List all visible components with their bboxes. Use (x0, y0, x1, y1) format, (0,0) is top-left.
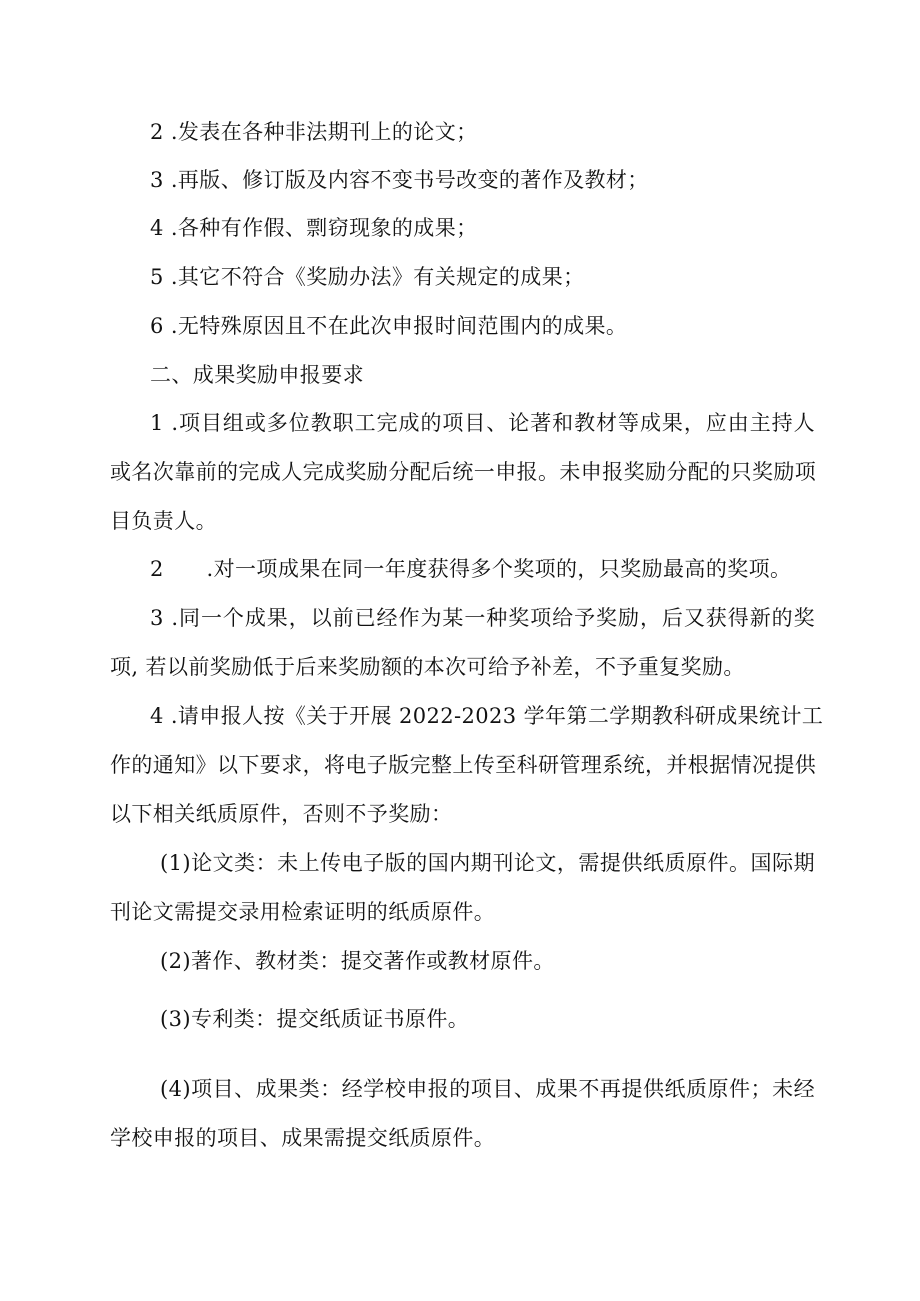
requirement-4-line-2: 作的通知》以下要求，将电子版完整上传至科研管理系统，并根据情况提供 (110, 753, 817, 777)
section-heading: 二、成果奖励申报要求 (150, 363, 364, 387)
requirement-1-line-3: 目负责人。 (110, 509, 217, 533)
subitem-2: (2)著作、教材类：提交著作或教材原件。 (160, 949, 555, 973)
list-item-5: 5 .其它不符合《奖励办法》有关规定的成果； (150, 265, 585, 289)
subitem-4-line-1: (4)项目、成果类：经学校申报的项目、成果不再提供纸质原件；未经 (160, 1077, 815, 1101)
subitem-4-line-2: 学校申报的项目、成果需提交纸质原件。 (110, 1126, 496, 1150)
requirement-4-line-1: 4 .请申报人按《关于开展 2022-2023 学年第二学期教科研成果统计工 (150, 704, 824, 728)
subitem-1-line-2: 刊论文需提交录用检索证明的纸质原件。 (110, 900, 496, 924)
subitem-3: (3)专利类：提交纸质证书原件。 (160, 1007, 470, 1031)
requirement-3-line-2: 项, 若以前奖励低于后来奖励额的本次可给予补差，不予重复奖励。 (110, 655, 745, 679)
requirement-2: 2 .对一项成果在同一年度获得多个奖项的，只奖励最高的奖项。 (150, 557, 792, 581)
requirement-4-line-3: 以下相关纸质原件，否则不予奖励： (110, 802, 453, 826)
requirement-1-line-1: 1 .项目组或多位教职工完成的项目、论著和教材等成果，应由主持人 (150, 411, 815, 435)
subitem-1-line-1: (1)论文类：未上传电子版的国内期刊论文，需提供纸质原件。国际期 (160, 851, 815, 875)
list-item-2: 2 .发表在各种非法期刊上的论文； (150, 120, 478, 144)
requirement-1-line-2: 或名次靠前的完成人完成奖励分配后统一申报。未申报奖励分配的只奖励项 (110, 460, 817, 484)
list-item-3: 3 .再版、修订版及内容不变书号改变的著作及教材； (150, 168, 649, 192)
list-item-4: 4 .各种有作假、剽窃现象的成果； (150, 216, 478, 240)
list-item-6: 6 .无特殊原因且不在此次申报时间范围内的成果。 (150, 314, 628, 338)
requirement-3-line-1: 3 .同一个成果，以前已经作为某一种奖项给予奖励，后又获得新的奖 (150, 606, 815, 630)
